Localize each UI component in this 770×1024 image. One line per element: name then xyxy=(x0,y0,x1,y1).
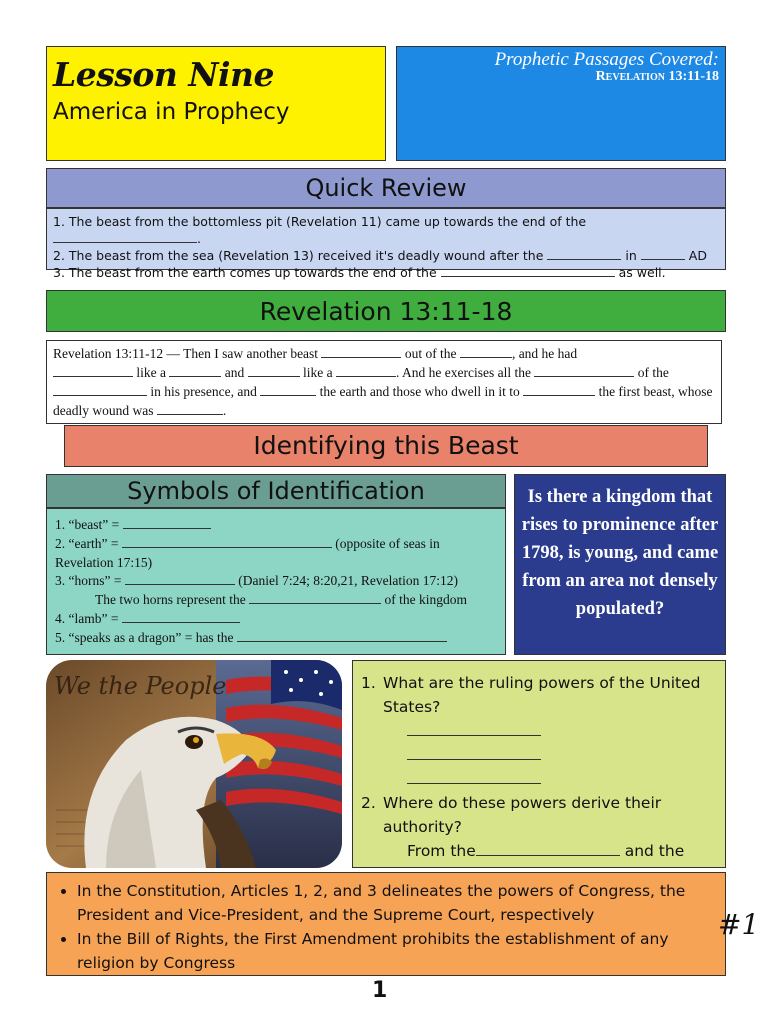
item-text: of the kingdom xyxy=(384,592,467,608)
blank-line[interactable] xyxy=(547,247,621,260)
item-text: and the xyxy=(624,842,685,860)
blank-line[interactable] xyxy=(125,572,235,585)
item-text: “lamb” = xyxy=(68,610,119,626)
passage-text: Revelation 13:11-12 — Then I saw another beast xyxy=(53,346,319,361)
list-item: • In the Bill of Rights, the First Amendment prohibits the establishment of any religion by Congress xyxy=(77,927,717,975)
item-text: “earth” = xyxy=(68,535,119,551)
list-item xyxy=(55,591,497,610)
script-text: We the People xyxy=(54,672,227,700)
passages-label: Prophetic Passages Covered: xyxy=(494,49,719,70)
list-item xyxy=(55,535,497,573)
blank-line[interactable] xyxy=(122,610,240,623)
passages-box xyxy=(396,46,726,161)
question-1 xyxy=(361,671,717,719)
item-note: (Daniel 7:24; 8:20,21, Revelation 17:12) xyxy=(238,573,458,589)
blank-line[interactable] xyxy=(248,364,300,377)
handwritten-note: #1 xyxy=(718,908,760,941)
item-text: AD xyxy=(688,248,707,263)
question-text: What are the ruling powers of the United States? xyxy=(383,674,701,716)
item-number: 1. xyxy=(55,517,66,532)
item-text: “speaks as a dragon” = has the xyxy=(68,629,234,645)
blank-line[interactable] xyxy=(407,723,541,736)
blank-line[interactable] xyxy=(476,843,620,856)
list-item xyxy=(53,213,719,247)
kingdom-question: Is there a kingdom that rises to prominence after 1798, is young, and came from an area not densely populated? xyxy=(514,474,726,655)
item-text: The two horns represent the xyxy=(95,592,246,608)
list-item xyxy=(55,572,497,591)
passage-text: like a xyxy=(136,365,166,380)
item-text: The beast from the bottomless pit (Revelation 11) came up towards the end of the xyxy=(68,214,587,229)
blank-line[interactable] xyxy=(407,747,541,760)
passage-text: , and he had xyxy=(511,346,578,361)
item-number: 2. xyxy=(55,535,66,551)
passage-text: the first beast, whose deadly wound was xyxy=(53,384,713,418)
passage-text: like a xyxy=(303,365,333,380)
blank-line[interactable] xyxy=(321,345,401,358)
blank-line[interactable] xyxy=(523,383,595,396)
passage-text: of the xyxy=(637,365,669,380)
item-number: 3. xyxy=(53,265,65,280)
lesson-title-box xyxy=(46,46,386,161)
symbols-list xyxy=(46,508,506,655)
item-text: as well. xyxy=(618,265,666,280)
blank-line[interactable] xyxy=(169,364,221,377)
item-number: 2. xyxy=(53,248,65,263)
item-number: 1. xyxy=(361,674,376,692)
blank-line[interactable] xyxy=(407,771,541,784)
constitution-notes xyxy=(46,872,726,976)
list-item xyxy=(53,247,719,264)
list-item xyxy=(55,516,497,535)
item-number: 3. xyxy=(55,573,66,589)
blank-line[interactable] xyxy=(122,535,332,548)
item-text: From the xyxy=(407,842,476,860)
question-text: Where do these powers derive their authority? xyxy=(383,794,662,836)
eagle-flag-image xyxy=(46,660,342,868)
blank-line[interactable] xyxy=(157,402,223,415)
passage-text: . And he exercises all the xyxy=(396,365,531,380)
revelation-heading: Revelation 13:11-18 xyxy=(46,290,726,332)
item-text: . xyxy=(197,231,201,246)
blank-line[interactable] xyxy=(53,364,133,377)
blank-line[interactable] xyxy=(237,629,447,642)
item-text: The beast from the sea (Revelation 13) received it's deadly wound after the xyxy=(68,248,544,263)
list-item xyxy=(55,610,497,629)
item-number: 5. xyxy=(55,629,66,645)
blank-line[interactable] xyxy=(53,230,197,243)
passage-text: out of the xyxy=(404,346,457,361)
item-note: (opposite of seas in Revelation 17:15) xyxy=(55,535,440,570)
answer-lines xyxy=(361,719,717,791)
item-number: 2. xyxy=(361,794,376,812)
symbols-heading: Symbols of Identification xyxy=(46,474,506,508)
ruling-powers-box xyxy=(352,660,726,868)
list-item xyxy=(53,264,719,281)
question-2 xyxy=(361,791,717,839)
blank-line[interactable] xyxy=(53,383,147,396)
blank-line[interactable] xyxy=(123,516,211,529)
passage-text: . xyxy=(222,403,227,418)
list-item xyxy=(55,629,497,648)
lesson-subtitle: America in Prophecy xyxy=(53,99,290,125)
item-text: “horns” = xyxy=(68,573,122,589)
blank-line[interactable] xyxy=(641,247,685,260)
item-number: 4. xyxy=(55,610,66,626)
blank-line[interactable] xyxy=(534,364,634,377)
item-number: 1. xyxy=(53,214,65,229)
quick-review-list xyxy=(46,208,726,280)
passage-text: in his presence, and xyxy=(150,384,257,399)
passage-text: the earth and those who dwell in it to xyxy=(319,384,520,399)
blank-line[interactable] xyxy=(260,383,316,396)
item-text: The beast from the earth comes up towards the end of the xyxy=(68,265,437,280)
blank-line[interactable] xyxy=(336,364,396,377)
blank-line[interactable] xyxy=(249,591,381,604)
blank-line[interactable] xyxy=(460,345,512,358)
identifying-heading: Identifying this Beast xyxy=(64,425,708,467)
lesson-title: Lesson Nine xyxy=(53,55,275,94)
quick-review-heading: Quick Review xyxy=(46,168,726,208)
passage-text: and xyxy=(224,365,245,380)
item-text: “beast” = xyxy=(68,517,120,532)
revelation-passage xyxy=(46,340,722,424)
list-item: • In the Constitution, Articles 1, 2, and 3 delineates the powers of Congress, the President and Vice-President, and the Supreme Court, respectively xyxy=(77,879,717,927)
item-text: in xyxy=(625,248,637,263)
passages-reference: Revelation 13:11-18 xyxy=(595,69,719,84)
page-number: 1 xyxy=(372,978,388,1003)
eagle-illustration xyxy=(46,660,342,868)
blank-line[interactable] xyxy=(441,264,615,277)
